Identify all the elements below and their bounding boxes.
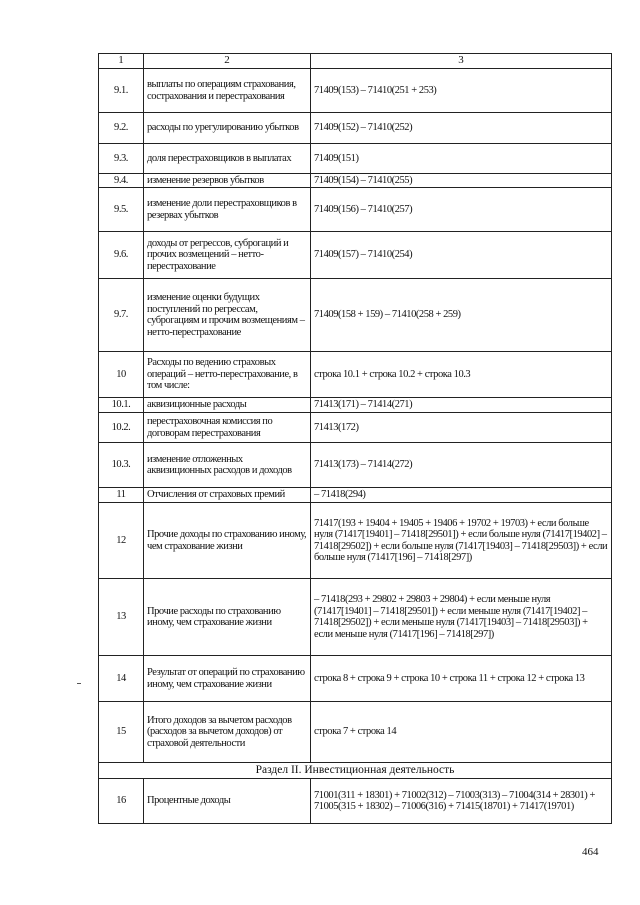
row-number: 10.1. — [99, 398, 144, 413]
row-formula: 71409(152) – 71410(252) — [311, 113, 612, 144]
row-formula: 71409(158 + 159) – 71410(258 + 259) — [311, 279, 612, 352]
row-description: Результат от операций по страхованию иному, чем страхование жизни — [144, 656, 311, 702]
table-row — [99, 503, 612, 579]
financial-formula-table — [98, 53, 612, 824]
table-row — [99, 279, 612, 352]
row-description: перестраховочная комиссия по договорам перестрахования — [144, 413, 311, 443]
row-number: 13 — [99, 579, 144, 656]
table-row — [99, 188, 612, 232]
row-formula: 71409(151) — [311, 144, 612, 174]
row-number: 9.4. — [99, 174, 144, 188]
table-row — [99, 579, 612, 656]
header-col-1: 1 — [99, 54, 144, 69]
table-row — [99, 656, 612, 702]
row-number: 14 — [99, 656, 144, 702]
row-number: 9.7. — [99, 279, 144, 352]
row-formula: 71409(154) – 71410(255) — [311, 174, 612, 188]
table-row — [99, 779, 612, 824]
header-col-2: 2 — [144, 54, 311, 69]
section-title: Раздел II. Инвестиционная деятельность — [99, 763, 612, 779]
row-number: 15 — [99, 702, 144, 763]
table-row — [99, 398, 612, 413]
row-number: 10 — [99, 352, 144, 398]
row-number: 9.3. — [99, 144, 144, 174]
row-description: Процентные доходы — [144, 779, 311, 824]
row-description: Прочие расходы по страхованию иному, чем страхование жизни — [144, 579, 311, 656]
row-number: 9.1. — [99, 69, 144, 113]
row-formula: – 71418(294) — [311, 488, 612, 503]
table-row — [99, 232, 612, 279]
row-description: изменение оценки будущих поступлений по регрессам, суброгациям и прочим возмещениям – нетто-перестрахование — [144, 279, 311, 352]
row-description: изменение отложенных аквизиционных расходов и доходов — [144, 443, 311, 488]
row-formula: 71001(311 + 18301) + 71002(312) – 71003(313) – 71004(314 + 28301) + 71005(315 + 18302) – 71006(316) + 71415(18701) + 71417(19701) — [311, 779, 612, 824]
section-header-row — [99, 763, 612, 779]
row-formula: – 71418(293 + 29802 + 29803 + 29804) + если меньше нуля (71417[19401] – 71418[29501]) + если меньше нуля (71417[19402] – 71418[29502]) + если меньше нуля (71417[19403] – 71418[29503]) + если меньше нуля (71417[196] – 71418[297]) — [311, 579, 612, 656]
row-number: 10.3. — [99, 443, 144, 488]
row-number: 9.5. — [99, 188, 144, 232]
header-col-3: 3 — [311, 54, 612, 69]
table-row — [99, 69, 612, 113]
table-row — [99, 144, 612, 174]
row-description: Итого доходов за вычетом расходов (расходов за вычетом доходов) от страховой деятельности — [144, 702, 311, 763]
table-row — [99, 488, 612, 503]
row-description: доходы от регрессов, суброгаций и прочих возмещений – нетто-перестрахование — [144, 232, 311, 279]
row-number: 12 — [99, 503, 144, 579]
header-row — [99, 54, 612, 69]
row-description: выплаты по операциям страхования, сострахования и перестрахования — [144, 69, 311, 113]
row-description: аквизиционные расходы — [144, 398, 311, 413]
row-number: 16 — [99, 779, 144, 824]
row-number: 10.2. — [99, 413, 144, 443]
row-description: Расходы по ведению страховых операций – нетто-перестрахование, в том числе: — [144, 352, 311, 398]
row-number: 9.2. — [99, 113, 144, 144]
margin-mark — [77, 683, 81, 684]
row-formula: 71409(157) – 71410(254) — [311, 232, 612, 279]
row-formula: 71413(173) – 71414(272) — [311, 443, 612, 488]
row-description: расходы по урегулированию убытков — [144, 113, 311, 144]
table-row — [99, 174, 612, 188]
row-description: Прочие доходы по страхованию иному, чем страхование жизни — [144, 503, 311, 579]
page-number: 464 — [582, 846, 599, 858]
row-formula: строка 10.1 + строка 10.2 + строка 10.3 — [311, 352, 612, 398]
table-row — [99, 113, 612, 144]
row-number: 9.6. — [99, 232, 144, 279]
row-description: Отчисления от страховых премий — [144, 488, 311, 503]
row-formula: строка 7 + строка 14 — [311, 702, 612, 763]
row-formula: 71409(156) – 71410(257) — [311, 188, 612, 232]
table-row — [99, 352, 612, 398]
row-description: изменение доли перестраховщиков в резервах убытков — [144, 188, 311, 232]
row-formula: 71413(172) — [311, 413, 612, 443]
row-formula: 71417(193 + 19404 + 19405 + 19406 + 19702 + 19703) + если больше нуля (71417[19401] – 71418[29501]) + если больше нуля (71417[19402] – 71418[29502]) + если больше нуля (71417[19403] – 71418[29503]) + если больше нуля (71417[196] – 71418[297]) — [311, 503, 612, 579]
row-formula: 71409(153) – 71410(251 + 253) — [311, 69, 612, 113]
row-formula: 71413(171) – 71414(271) — [311, 398, 612, 413]
row-formula: строка 8 + строка 9 + строка 10 + строка 11 + строка 12 + строка 13 — [311, 656, 612, 702]
row-description: доля перестраховщиков в выплатах — [144, 144, 311, 174]
row-description: изменение резервов убытков — [144, 174, 311, 188]
row-number: 11 — [99, 488, 144, 503]
table-row — [99, 443, 612, 488]
table-row — [99, 413, 612, 443]
table-row — [99, 702, 612, 763]
